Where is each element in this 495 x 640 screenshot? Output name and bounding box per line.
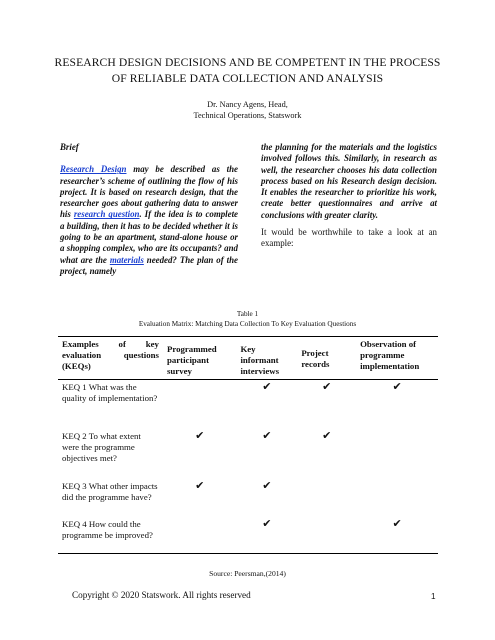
- header-keq: Examples of key evaluation questions (KEQs): [58, 337, 163, 380]
- evaluation-matrix-table: [58, 336, 438, 554]
- check-icon: ✔: [195, 479, 205, 493]
- check-cell: [163, 429, 236, 479]
- author-affiliation: Technical Operations, Statswork: [193, 110, 302, 120]
- table-caption: [0, 310, 495, 329]
- check-cell: [297, 479, 356, 517]
- header-interviews: Key informant interviews: [236, 337, 297, 380]
- brief-heading: Brief: [60, 142, 79, 152]
- check-cell: [163, 479, 236, 517]
- table-row: [58, 479, 438, 517]
- check-cell: [236, 380, 297, 430]
- keq-cell: KEQ 4 How could the programme be improved?: [58, 517, 163, 554]
- check-icon: ✔: [262, 429, 272, 443]
- title-line-1: RESEARCH DESIGN DECISIONS AND BE COMPETENT IN THE PROCESS: [54, 56, 441, 69]
- brief-text-3: needed? The plan of the project, namely: [60, 254, 239, 276]
- research-question-link[interactable]: research question: [73, 209, 140, 220]
- copyright-footer: Copyright © 2020 Statswork. All rights reserved: [72, 590, 251, 600]
- right-paragraph-emphasis: the planning for the materials and the logistics involved follows this. Similarly, in research as well, the researcher chooses his data collection process based on his Research design decision. It enables the researcher to prioritize his work, create better questionnaires and arrive at conclusions with greater clarity.: [261, 142, 437, 220]
- table-row: [58, 380, 438, 430]
- check-cell: [356, 429, 438, 479]
- table-number: Table 1: [236, 310, 259, 318]
- author-name: Dr. Nancy Agens, Head,: [207, 100, 288, 109]
- check-icon: ✔: [322, 380, 332, 394]
- table-title: Evaluation Matrix: Matching Data Collection To Key Evaluation Questions: [138, 319, 357, 328]
- keq-cell: KEQ 3 What other impacts did the programme have?: [62, 481, 158, 503]
- brief-text-1: may be described as the researcher’s scheme of outlining the flow of his project. It is based on research design, that the researcher goes about gathering data to answer his: [60, 164, 238, 220]
- check-icon: ✔: [262, 380, 272, 394]
- check-cell: [297, 517, 356, 554]
- check-cell: [356, 517, 438, 554]
- check-cell: [356, 479, 438, 517]
- brief-text-2: . If the idea is to complete a building, then it has to be decided whether it is going to be an apartment, stand-alone house or a shopping complex, who are its occupants? and what are the: [60, 209, 238, 265]
- check-cell: [163, 517, 236, 554]
- check-icon: ✔: [262, 479, 272, 493]
- title-line-2: OF RELIABLE DATA COLLECTION AND ANALYSIS: [111, 72, 384, 85]
- table-row: [58, 517, 438, 554]
- keq-cell: KEQ 2 To what extent were the programme objectives met?: [62, 431, 141, 463]
- left-column: [60, 142, 238, 277]
- check-cell: [356, 380, 438, 430]
- brief-paragraph: [60, 164, 238, 277]
- research-design-link[interactable]: Research Design: [60, 164, 127, 175]
- check-icon: ✔: [195, 429, 205, 443]
- check-cell: [163, 380, 236, 430]
- table-source: Source: Peersman,(2014): [209, 569, 286, 578]
- author-block: [0, 100, 495, 121]
- check-cell: [297, 429, 356, 479]
- check-cell: [236, 517, 297, 554]
- check-cell: [236, 479, 297, 517]
- keq-cell: KEQ 1 What was the quality of implementation?: [62, 382, 158, 404]
- check-icon: ✔: [322, 429, 332, 443]
- right-column: [261, 142, 437, 250]
- header-observation: Observation of programme implementation: [356, 337, 438, 380]
- check-cell: [297, 380, 356, 430]
- right-paragraph-plain: It would be worthwhile to take a look at an example:: [261, 227, 437, 249]
- table-row: [58, 429, 438, 479]
- check-icon: ✔: [392, 380, 402, 394]
- document-title: [50, 55, 445, 87]
- materials-link[interactable]: materials: [109, 254, 144, 265]
- table-header-row: [58, 337, 438, 380]
- check-cell: [236, 429, 297, 479]
- check-icon: ✔: [392, 517, 402, 531]
- check-icon: ✔: [262, 517, 272, 531]
- header-survey: Programmed participant survey: [163, 337, 236, 380]
- header-records: Project records: [297, 337, 356, 380]
- page-number: 1: [431, 592, 436, 601]
